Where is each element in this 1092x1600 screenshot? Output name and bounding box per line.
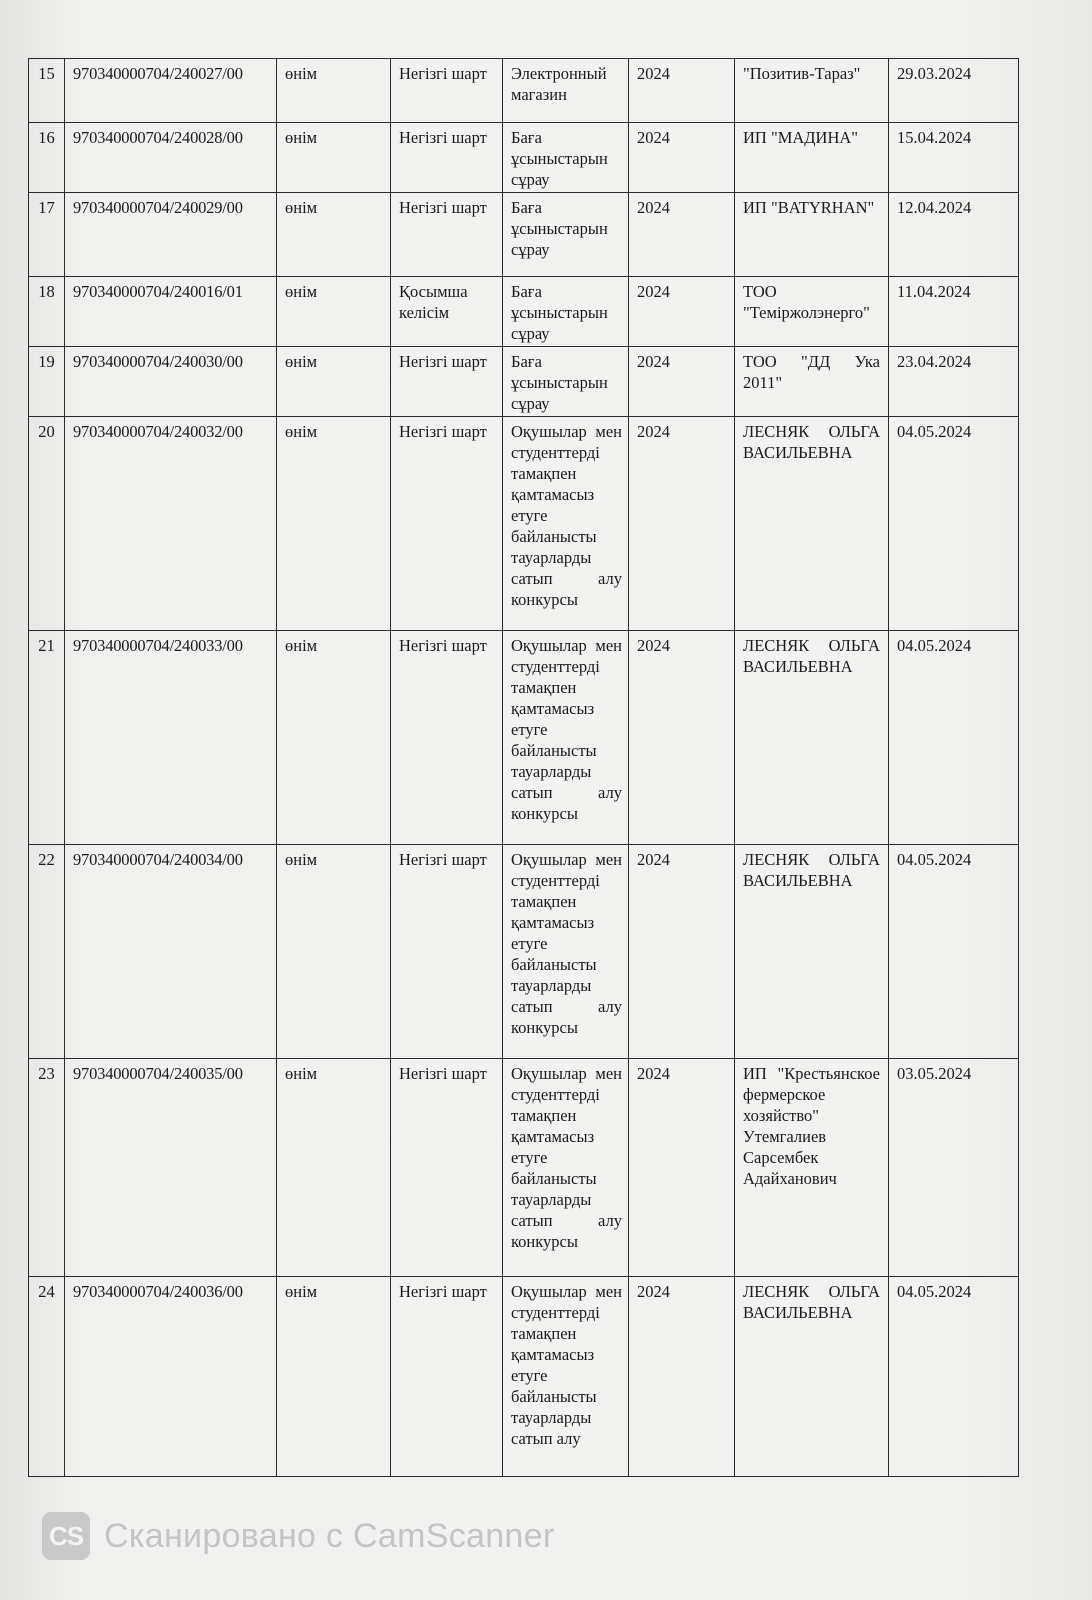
supplier: ЛЕСНЯК ОЛЬГА ВАСИЛЬЕВНА [735, 631, 889, 845]
camscanner-logo-text: CS [48, 1520, 84, 1551]
contract-date: 04.05.2024 [889, 1277, 1019, 1477]
procurement-method: Баға ұсыныстарын сұрау [503, 193, 629, 277]
camscanner-logo-icon [42, 1512, 90, 1560]
row-number: 22 [29, 845, 65, 1059]
contract-date: 04.05.2024 [889, 631, 1019, 845]
contract-code: 970340000704/240016/01 [65, 277, 277, 347]
table-row [29, 1059, 1019, 1277]
procurement-method: Баға ұсыныстарын сұрау [503, 277, 629, 347]
procurement-method: Оқушылар мен студенттерді тамақпен қамтамасыз етуге байланысты тауарларды сатып алу конкурсы [503, 417, 629, 631]
contract-basis: Негізгі шарт [391, 1277, 503, 1477]
contract-basis: Қосымша келісім [391, 277, 503, 347]
procurement-method: Баға ұсыныстарын сұрау [503, 347, 629, 417]
item-type: өнім [277, 631, 391, 845]
year: 2024 [629, 845, 735, 1059]
item-type: өнім [277, 123, 391, 193]
procurement-method: Оқушылар мен студенттерді тамақпен қамтамасыз етуге байланысты тауарларды сатып алу [503, 1277, 629, 1477]
year: 2024 [629, 277, 735, 347]
contracts-table [28, 58, 1019, 1477]
contract-code: 970340000704/240027/00 [65, 59, 277, 123]
table-row [29, 347, 1019, 417]
camscanner-watermark [42, 1512, 554, 1560]
year: 2024 [629, 417, 735, 631]
procurement-method: Оқушылар мен студенттерді тамақпен қамтамасыз етуге байланысты тауарларды сатып алу конкурсы [503, 631, 629, 845]
contract-basis: Негізгі шарт [391, 631, 503, 845]
contract-code: 970340000704/240028/00 [65, 123, 277, 193]
procurement-method: Баға ұсыныстарын сұрау [503, 123, 629, 193]
item-type: өнім [277, 193, 391, 277]
table-row [29, 845, 1019, 1059]
supplier: ЛЕСНЯК ОЛЬГА ВАСИЛЬЕВНА [735, 845, 889, 1059]
table-row [29, 59, 1019, 123]
row-number: 17 [29, 193, 65, 277]
contract-code: 970340000704/240032/00 [65, 417, 277, 631]
year: 2024 [629, 1277, 735, 1477]
row-number: 19 [29, 347, 65, 417]
table-row [29, 277, 1019, 347]
contract-basis: Негізгі шарт [391, 193, 503, 277]
contract-code: 970340000704/240029/00 [65, 193, 277, 277]
contract-date: 04.05.2024 [889, 845, 1019, 1059]
contract-date: 23.04.2024 [889, 347, 1019, 417]
supplier: ЛЕСНЯК ОЛЬГА ВАСИЛЬЕВНА [735, 417, 889, 631]
contract-basis: Негізгі шарт [391, 123, 503, 193]
year: 2024 [629, 347, 735, 417]
year: 2024 [629, 123, 735, 193]
contract-date: 15.04.2024 [889, 123, 1019, 193]
contract-code: 970340000704/240036/00 [65, 1277, 277, 1477]
row-number: 18 [29, 277, 65, 347]
row-number: 23 [29, 1059, 65, 1277]
year: 2024 [629, 193, 735, 277]
year: 2024 [629, 1059, 735, 1277]
table-row [29, 123, 1019, 193]
contract-basis: Негізгі шарт [391, 845, 503, 1059]
table-row [29, 631, 1019, 845]
table-row [29, 417, 1019, 631]
contract-date: 29.03.2024 [889, 59, 1019, 123]
row-number: 20 [29, 417, 65, 631]
item-type: өнім [277, 59, 391, 123]
year: 2024 [629, 631, 735, 845]
row-number: 24 [29, 1277, 65, 1477]
supplier: ИП "МАДИНА" [735, 123, 889, 193]
contract-basis: Негізгі шарт [391, 1059, 503, 1277]
contract-basis: Негізгі шарт [391, 417, 503, 631]
supplier: "Позитив-Тараз" [735, 59, 889, 123]
item-type: өнім [277, 845, 391, 1059]
contract-code: 970340000704/240033/00 [65, 631, 277, 845]
procurement-method: Электронный магазин [503, 59, 629, 123]
supplier: ИП "BATYRHAN" [735, 193, 889, 277]
contract-code: 970340000704/240034/00 [65, 845, 277, 1059]
contract-date: 12.04.2024 [889, 193, 1019, 277]
contract-date: 04.05.2024 [889, 417, 1019, 631]
table-row [29, 1277, 1019, 1477]
contract-basis: Негізгі шарт [391, 347, 503, 417]
row-number: 21 [29, 631, 65, 845]
contract-code: 970340000704/240035/00 [65, 1059, 277, 1277]
contract-basis: Негізгі шарт [391, 59, 503, 123]
supplier: ТОО "Теміржолэнерго" [735, 277, 889, 347]
supplier: ТОО "ДД Ука 2011" [735, 347, 889, 417]
row-number: 16 [29, 123, 65, 193]
watermark-text: Сканировано с CamScanner [104, 1516, 555, 1555]
item-type: өнім [277, 347, 391, 417]
contract-date: 03.05.2024 [889, 1059, 1019, 1277]
item-type: өнім [277, 1059, 391, 1277]
item-type: өнім [277, 1277, 391, 1477]
item-type: өнім [277, 277, 391, 347]
procurement-method: Оқушылар мен студенттерді тамақпен қамтамасыз етуге байланысты тауарларды сатып алу конкурсы [503, 845, 629, 1059]
supplier: ЛЕСНЯК ОЛЬГА ВАСИЛЬЕВНА [735, 1277, 889, 1477]
item-type: өнім [277, 417, 391, 631]
contract-date: 11.04.2024 [889, 277, 1019, 347]
year: 2024 [629, 59, 735, 123]
procurement-method: Оқушылар мен студенттерді тамақпен қамтамасыз етуге байланысты тауарларды сатып алу конкурсы [503, 1059, 629, 1277]
contract-code: 970340000704/240030/00 [65, 347, 277, 417]
row-number: 15 [29, 59, 65, 123]
table-row [29, 193, 1019, 277]
supplier: ИП "Крестьянское фермерское хозяйство" Утемгалиев Сарсембек Адайханович [735, 1059, 889, 1277]
